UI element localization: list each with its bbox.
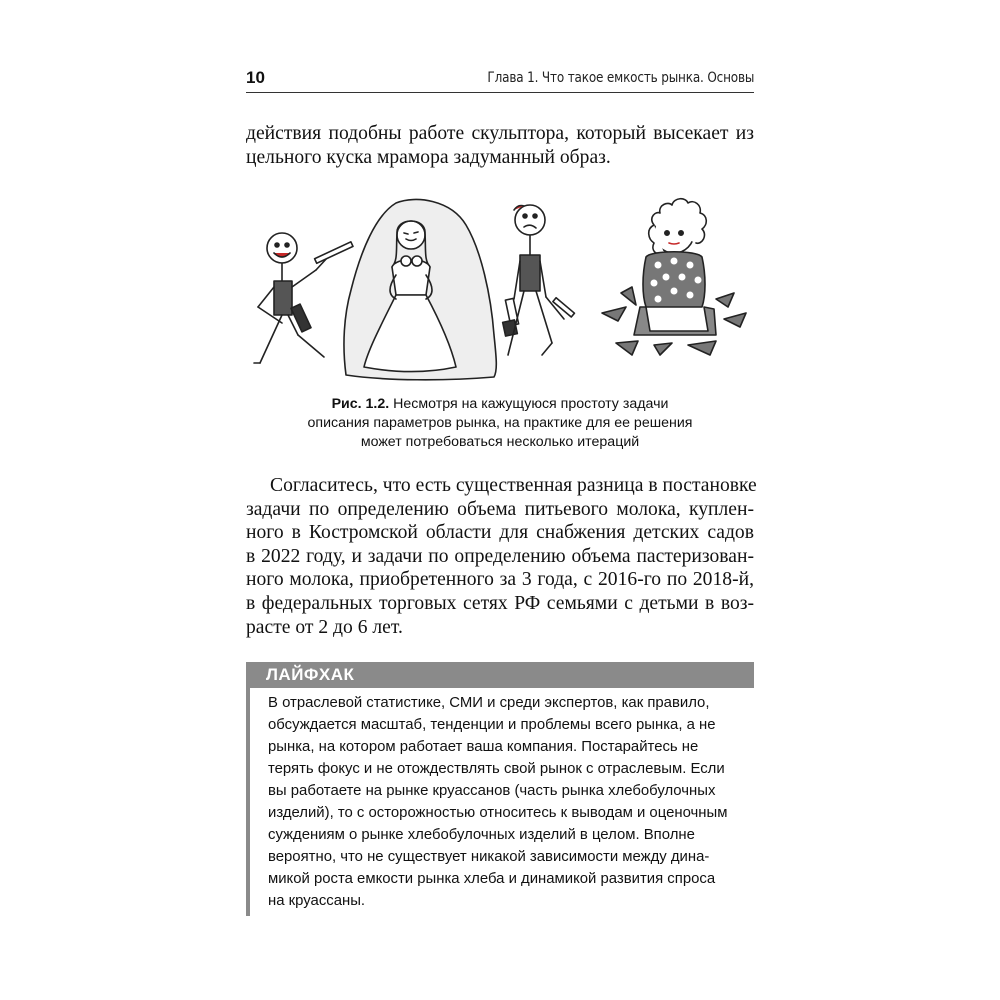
text-line: цельного куска мрамора задуманный образ. (246, 146, 611, 168)
text-line: суждениям о рынке хлебобулочных изделий в целом. Вполне (268, 827, 695, 843)
text-line: в федеральных торговых сетях РФ семьями с детьми в воз- (246, 592, 754, 614)
caption-line: может потребоваться несколько итераций (360, 434, 640, 450)
text-line: действия подобны работе скульптора, который высекает из (246, 123, 754, 144)
text-line: изделий), то с осторожностью относитесь к выводам и оценочным (268, 805, 728, 821)
stick-figure-with-tools-icon (503, 205, 575, 355)
figure-caption (246, 395, 754, 452)
text-line: на круассаны. (268, 893, 366, 909)
text-line: обсуждается масштаб, тенденции и проблемы всего рынка, а не (268, 717, 716, 733)
marble-block-bride-icon (344, 199, 496, 379)
paragraph-2 (246, 474, 757, 639)
text-line: в 2022 году, и задачи по определению объема пастеризован- (246, 545, 754, 567)
text-line: вероятно, что не существует никакой зависимости между дина- (268, 849, 710, 865)
text-line: расте от 2 до 6 лет. (246, 616, 403, 638)
lifehack-title: ЛАЙФХАК (266, 665, 355, 684)
stick-figure-sculptor-icon (254, 233, 353, 363)
crumbling-statue-woman-icon (602, 199, 746, 355)
text-line: Согласитесь, что есть существенная разница в постановке (270, 475, 757, 496)
caption-line: описания параметров рынка, на практике для ее решения (307, 415, 693, 431)
text-line: задачи по определению объема питьевого молока, куплен- (246, 498, 754, 520)
text-line: ного в Костромской области для снабжения детских садов (246, 522, 754, 544)
page-number: 10 (246, 68, 265, 87)
chapter-title: Глава 1. Что такое емкость рынка. Основы (487, 70, 754, 86)
text-line: микой роста емкости рынка хлеба и динамикой развития спроса (268, 871, 716, 887)
text-line: В отраслевой статистике, СМИ и среди экспертов, как правило, (268, 695, 710, 711)
text-line: терять фокус и не отождествлять свой рынок с отраслевым. Если (268, 761, 725, 777)
text-line: ного молока, приобретенного за 3 года, с 2016-го по 2018-й, (246, 569, 754, 591)
lifehack-body (268, 692, 754, 912)
caption-label: Рис. 1.2. (331, 396, 390, 412)
lifehack-header (246, 662, 754, 688)
running-head (246, 66, 754, 93)
caption-text: Несмотря на кажущуюся простоту задачи (393, 396, 669, 412)
paragraph-1 (246, 122, 754, 169)
text-line: вы работаете на рынке круассанов (часть рынка хлебобулочных (268, 783, 716, 799)
text-line: рынка, на котором работает ваша компания. Постарайтесь не (268, 739, 699, 755)
figure-1-2 (246, 195, 754, 390)
